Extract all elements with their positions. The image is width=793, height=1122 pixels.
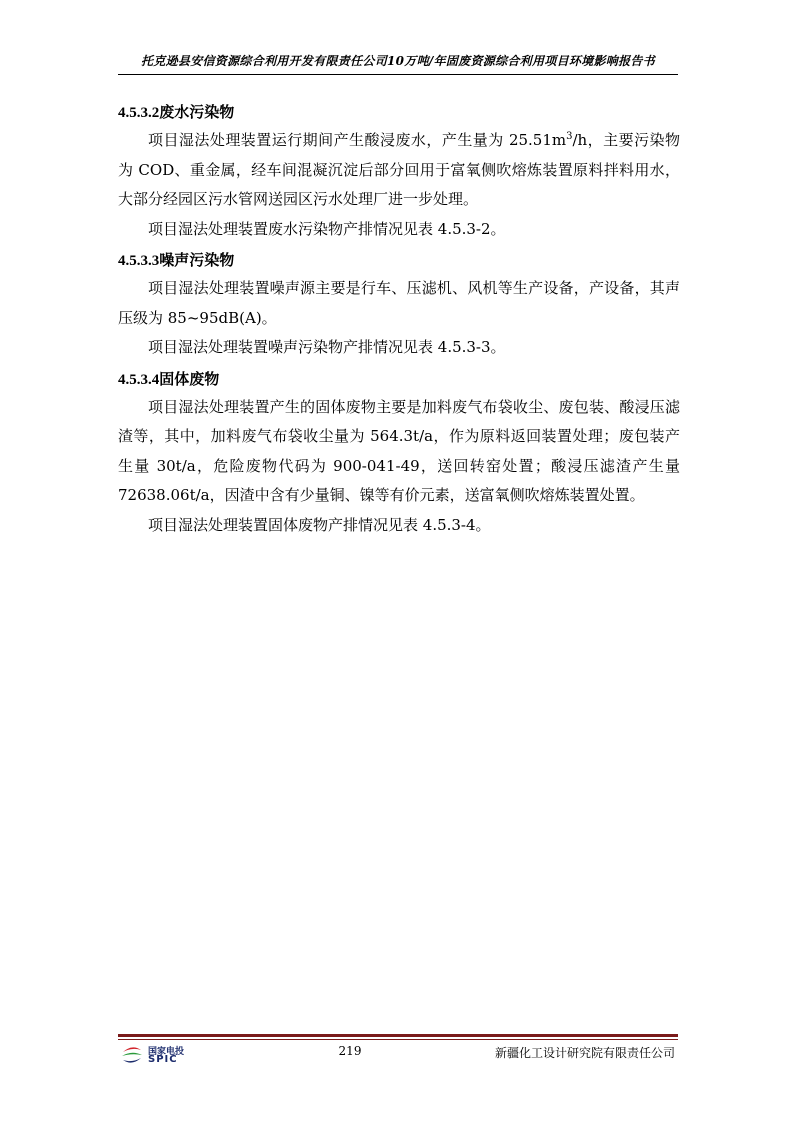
spic-logo <box>120 1044 200 1066</box>
section-number: 4.5.3.3 <box>118 253 160 269</box>
paragraph-wastewater-desc: 项目湿法处理装置运行期间产生酸浸废水，产生量为 $25.51m^3/h$，主要污染物为 COD、重金属，经车间混凝沉淀后部分回用于富氧侧吹熔炼装置原料拌料用水，大部分经园区污水管网送园区污水处理厂进一步处理。 <box>118 131 681 208</box>
paragraph-noise-desc: 项目湿法处理装置噪声源主要是行车、压滤机、风机等生产设备，产设备，其声压级为 85~95dB(A)。 <box>118 279 680 327</box>
section-number: 4.5.3.4 <box>118 371 160 388</box>
section-number: 4.5.3.2 <box>118 105 160 121</box>
spic-logo-icon <box>120 1044 144 1066</box>
paragraph-solid-waste-desc: 项目湿法处理装置产生的固体废物主要是加料废气布袋收尘、废包装、酸浸压滤渣等，其中，加料废气布袋收尘量为 564.3t/a，作为原料返回装置处理；废包装产生量 30t/a，危险废物代码为 900-041-49，送回转窑处置；酸浸压滤渣产生量 72638.06t/a，因渣中含有少量铜、镍等有价元素，送富氧侧吹熔炼装置处置。 <box>118 397 680 504</box>
paragraph-wastewater-table-ref: 项目湿法处理装置废水污染物产排情况见表 4.5.3-2。 <box>148 219 506 238</box>
footer-divider-thick <box>118 1034 678 1037</box>
header-divider <box>118 74 678 75</box>
section-heading-solid-waste <box>118 367 680 391</box>
section-title: 固体废物 <box>159 369 220 388</box>
section-title: 废水污染物 <box>159 103 235 121</box>
main-content <box>118 100 680 540</box>
logo-text-cn: 国家电投 <box>148 1047 185 1057</box>
logo-text-en: SPIC <box>148 1054 178 1065</box>
paragraph-solid-waste-table-ref: 项目湿法处理装置固体废物产排情况见表 4.5.3-4。 <box>148 515 491 534</box>
page-number: 219 <box>338 1044 362 1058</box>
section-heading-noise <box>118 248 680 272</box>
paragraph-noise-table-ref: 项目湿法处理装置噪声污染物产排情况见表 4.5.3-3。 <box>148 338 506 356</box>
page-header-title: 托克逊县安信资源综合利用开发有限责任公司10万吨/年固废资源综合利用项目环境影响报告书 <box>141 54 655 68</box>
footer-divider-thin <box>118 1039 678 1040</box>
section-heading-wastewater <box>118 100 680 124</box>
section-title: 噪声污染物 <box>159 251 235 269</box>
footer-company-name: 新疆化工设计研究院有限责任公司 <box>494 1046 675 1060</box>
